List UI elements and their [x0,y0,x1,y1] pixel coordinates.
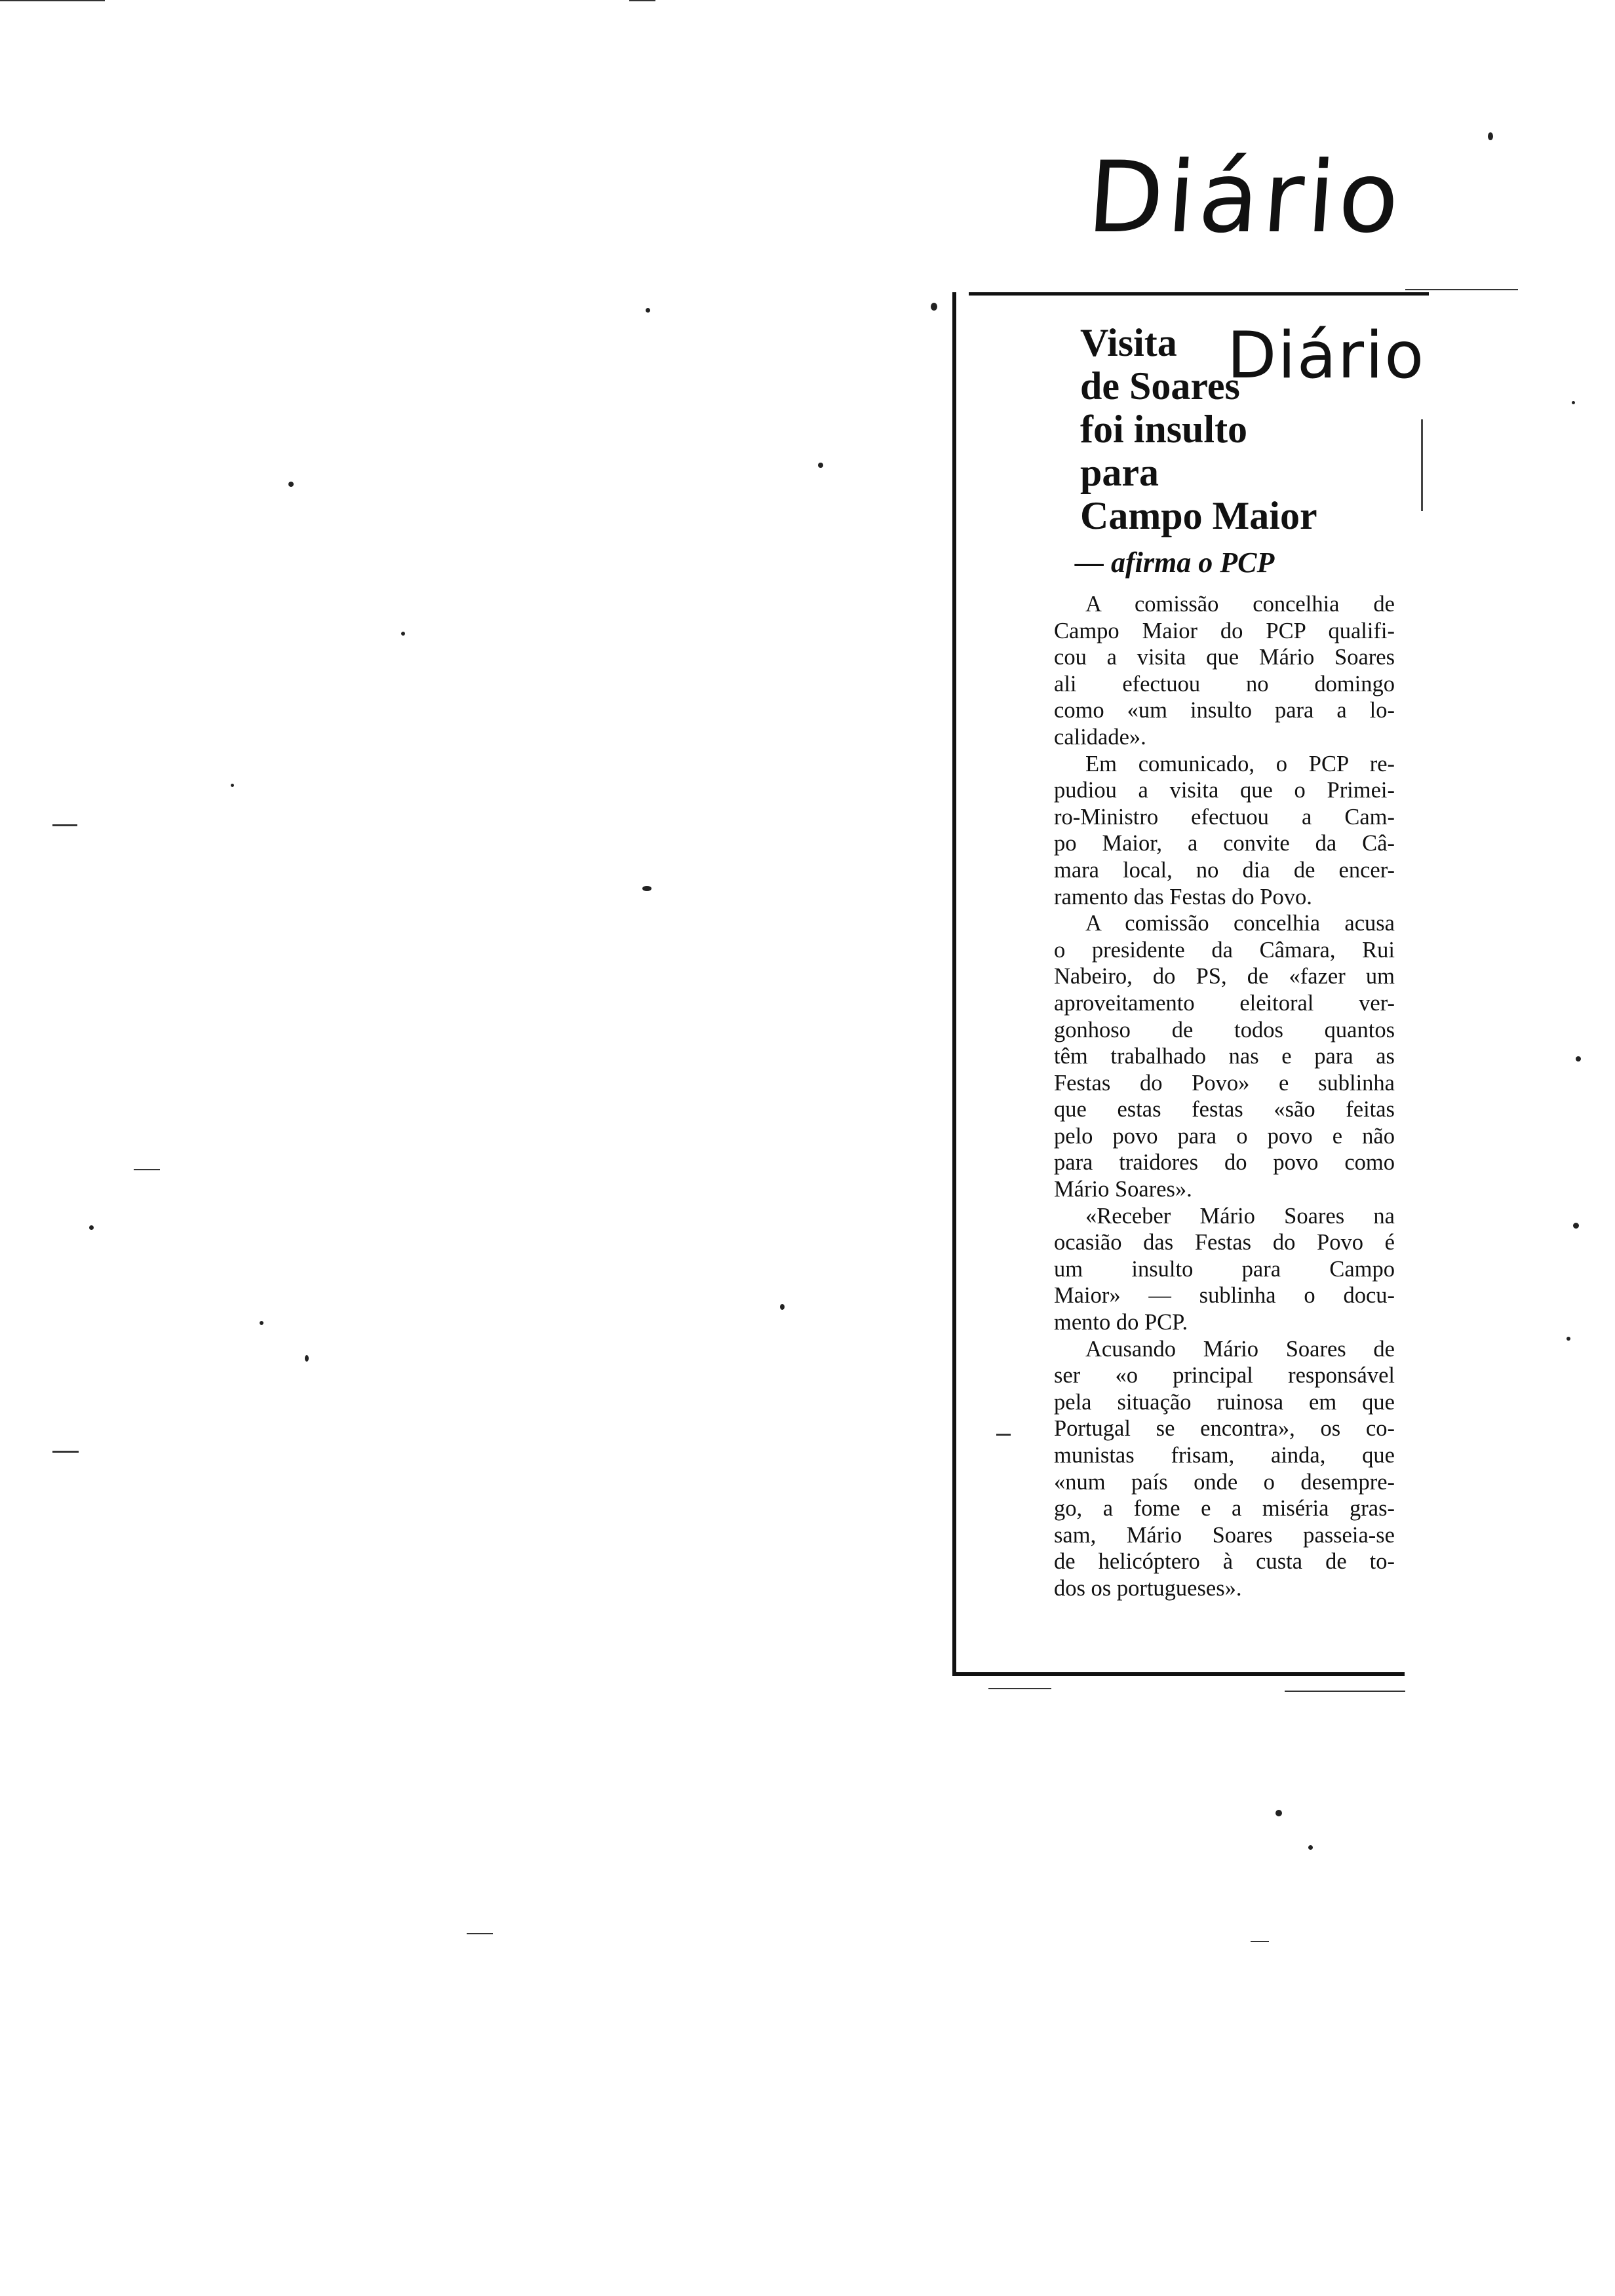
paragraph-2 [1054,751,1395,911]
text-line: mara local, no dia de encer- [1054,857,1395,883]
text-line: Maior» — sublinha o docu- [1054,1283,1395,1309]
handwritten-annotation-top: Diário [1083,141,1407,255]
text-line: po Maior, a convite da Câ- [1054,831,1395,856]
text-line: go, a fome e a miséria gras- [1054,1496,1395,1521]
paragraph-5 [1054,1336,1395,1602]
paragraph-1 [1054,591,1395,751]
text-line: ro-Ministro efectuou a Cam- [1054,804,1395,830]
paragraph-4 [1054,1203,1395,1336]
text-line: um insulto para Campo [1054,1256,1395,1282]
text-line: ocasião das Festas do Povo é [1054,1230,1395,1255]
text-line: sam, Mário Soares passeia-se [1054,1522,1395,1548]
text-line: Nabeiro, do PS, de «fazer um [1054,964,1395,989]
clipping-border-left [952,292,956,1676]
headline-line: para [1080,451,1159,494]
paragraph-3 [1054,910,1395,1203]
text-line: Em comunicado, o PCP re- [1085,751,1395,776]
article-subhead: — afirma o PCP [1075,546,1275,579]
text-line: dos os portugueses». [1054,1575,1242,1601]
text-line: o presidente da Câmara, Rui [1054,937,1395,963]
handwritten-annotation-side: Diário [1227,318,1426,393]
text-line: calidade». [1054,724,1146,750]
headline-line: foi insulto [1080,408,1248,451]
headline-line: Campo Maior [1080,494,1317,537]
text-line: de helicóptero à custa de to- [1054,1549,1395,1575]
article-headline [1080,321,1355,537]
text-line: pela situação ruinosa em que [1054,1389,1395,1415]
text-line: A comissão concelhia de [1085,592,1395,617]
text-line: Festas do Povo» e sublinha [1054,1070,1395,1096]
clipping-border-right [1421,419,1423,511]
text-line: munistas frisam, ainda, que [1054,1443,1395,1468]
text-line: aproveitamento eleitoral ver- [1054,990,1395,1016]
text-line: Mário Soares». [1054,1177,1192,1202]
text-line: ali efectuou no domingo [1054,671,1395,697]
text-line: para traidores do povo como [1054,1150,1395,1176]
clipping-border-bottom [952,1672,1405,1676]
text-line: A comissão concelhia acusa [1085,911,1395,936]
text-line: têm trabalhado nas e para as [1054,1044,1395,1069]
text-line: pudiou a visita que o Primei- [1054,778,1395,803]
text-line: «num país onde o desempre- [1054,1469,1395,1495]
text-line: Campo Maior do PCP qualifi- [1054,618,1395,643]
headline-line: Visita [1080,321,1177,364]
headline-line: de Soares [1080,364,1240,408]
text-line: «Receber Mário Soares na [1085,1203,1395,1229]
text-line: que estas festas «são feitas [1054,1097,1395,1122]
text-line: ramento das Festas do Povo. [1054,884,1312,909]
text-line: gonhoso de todos quantos [1054,1017,1395,1043]
text-line: ser «o principal responsável [1054,1363,1395,1388]
text-line: Portugal se encontra», os co- [1054,1416,1395,1442]
text-line: pelo povo para o povo e não [1054,1123,1395,1149]
article-body [1054,591,1395,1602]
text-line: mento do PCP. [1054,1310,1188,1335]
text-line: como «um insulto para a lo- [1054,698,1395,723]
text-line: Acusando Mário Soares de [1085,1336,1395,1362]
clipping-border-top [969,292,1429,296]
text-line: cou a visita que Mário Soares [1054,645,1395,670]
